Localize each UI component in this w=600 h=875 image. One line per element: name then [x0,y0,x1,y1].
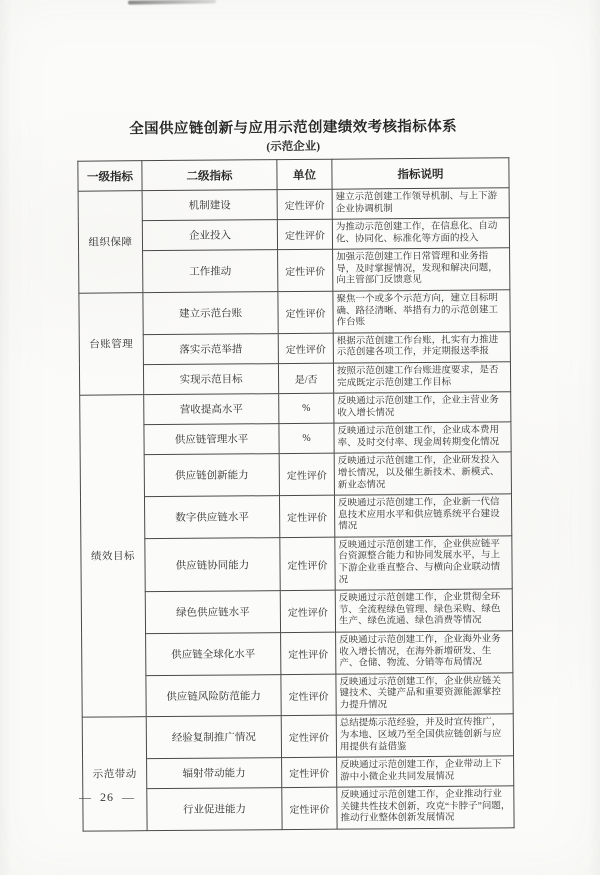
unit-cell: 定性评价 [278,250,333,292]
table-row [82,631,513,676]
unit-cell: % [279,423,334,454]
header-unit: 单位 [277,159,332,189]
level2-cell: 工作推动 [143,250,278,293]
desc-cell: 加强示范创建工作日常管理和业务指导，及时掌握情况，发现和解决问题，向主管部门反馈意见 [333,248,510,291]
level1-cell-performance: 绩效目标 [80,395,147,718]
level2-cell: 供应链管理水平 [144,424,279,455]
desc-cell: 反映通过示范创建工作，企业研发投入增长情况，以及催生新技术、新模式、新业态情况 [334,452,511,495]
unit-cell: 定性评价 [279,495,334,537]
level1-cell-demonstration: 示范带动 [82,717,147,831]
unit-cell: 定性评价 [280,537,335,591]
level2-cell: 建立示范台账 [143,292,278,335]
desc-cell: 反映通过示范创建工作，企业供应链平台资源整合能力和协同发展水平，与上下游企业垂直整合、与横向企业联动情况 [335,536,512,591]
unit-cell: 定性评价 [279,454,334,496]
desc-cell: 反映通过示范创建工作，企业带动上下游中小微企业共同发展情况 [337,756,514,788]
desc-cell: 反映通过示范创建工作，企业海外业务收入增长情况，在海外新增研发、生产、仓储、物流、分销等布局情况 [336,631,513,674]
unit-cell: 定性评价 [281,632,336,674]
desc-cell: 反映通过示范创建工作，企业主营业务收入增长情况 [334,392,511,424]
desc-cell: 反映通过示范创建工作，企业新一代信息技术应用水平和供应链系统平台建设情况 [334,494,511,537]
desc-cell: 建立示范创建工作领导机制、与上下游企业协调机制 [332,188,509,220]
table-row [79,248,510,293]
unit-cell: 定性评价 [281,674,336,716]
document-subtitle: (示范企业) [266,140,321,154]
desc-cell: 根据示范创建工作台账，扎实有力推进示范创建各项工作，并定期报送季报 [333,332,510,364]
header-level1: 一级指标 [78,161,142,192]
table-row [79,290,510,335]
unit-cell: 定性评价 [282,757,337,788]
level2-cell: 供应链全球化水平 [146,633,281,676]
unit-cell: 定性评价 [278,333,333,364]
header-row [78,158,509,191]
level2-cell: 落实示范举措 [143,333,278,364]
level2-cell: 企业投入 [142,220,277,251]
header-description: 指标说明 [332,158,509,189]
unit-cell: 定性评价 [282,787,337,829]
table-row [81,536,512,593]
table-row [80,494,511,539]
table-row [78,218,509,252]
table-row [80,422,511,456]
level2-cell: 供应链协同能力 [145,537,280,591]
indicator-table [77,157,514,831]
unit-cell: 定性评价 [277,189,332,220]
table-row [79,362,510,396]
table-row [83,756,514,790]
level1-cell-organization: 组织保障 [78,191,143,294]
unit-cell: % [279,393,334,424]
level2-cell: 绿色供应链水平 [145,591,280,634]
level2-cell: 经验复制推广情况 [146,716,281,759]
desc-cell: 反映通过示范创建工作，企业供应链关键技术、关键产品和重要资源能源掌控力提升情况 [336,672,513,715]
desc-cell: 为推动示范创建工作，在信息化、自动化、协同化、标准化等方面的投入 [332,218,509,250]
desc-cell: 按照示范创建工作台账进度要求，是否完成既定示范创建工作目标 [333,362,510,394]
level2-cell: 实现示范目标 [143,364,278,395]
header-level2: 二级指标 [142,160,277,191]
level2-cell: 供应链风险防范能力 [146,674,281,717]
unit-cell: 定性评价 [280,590,335,632]
level1-cell-ledger: 台账管理 [79,293,144,396]
table-row [82,714,513,759]
unit-cell: 定性评价 [277,219,332,250]
unit-cell: 是/否 [278,363,333,394]
level2-cell: 供应链创新能力 [144,454,279,497]
table-row [78,188,509,222]
desc-cell: 反映通过示范创建工作，企业成本费用率、及时交付率、现金周转期变化情况 [334,422,511,454]
desc-cell: 反映通过示范创建工作，企业贯彻全环节、全流程绿色管理、绿色采购、绿色生产、绿色流通、绿色消费等情况 [335,589,512,632]
scan-artifact-smudge [128,0,216,5]
document-content [77,114,515,831]
desc-cell: 总结提炼示范经验，并及时宣传推广，为本地、区域乃至全国供应链创新与应用提供有益借鉴 [336,714,513,757]
level2-cell: 营收提高水平 [144,394,279,425]
desc-cell: 聚焦一个或多个示范方向，建立目标明确、路径清晰、举措有力的示范创建工作台账 [333,290,510,333]
unit-cell: 定性评价 [281,716,336,758]
table-row [79,332,510,366]
unit-cell: 定性评价 [278,291,333,333]
table-row [83,786,514,831]
table-row [80,392,511,426]
level2-cell: 辐射带动能力 [147,758,282,789]
level2-cell: 机制建设 [142,190,277,221]
page-number: — 26 — [79,790,135,804]
level2-cell: 数字供应链水平 [144,496,279,539]
table-row [82,672,513,717]
desc-cell: 反映通过示范创建工作，企业推动行业关键共性技术创新，攻克“卡脖子”问题，推动行业整体创新发展情况 [337,786,514,829]
table-row [81,589,512,634]
document-title: 全国供应链创新与应用示范创建绩效考核指标体系 [129,118,458,138]
level2-cell: 行业促进能力 [147,788,282,831]
table-row [80,452,511,497]
